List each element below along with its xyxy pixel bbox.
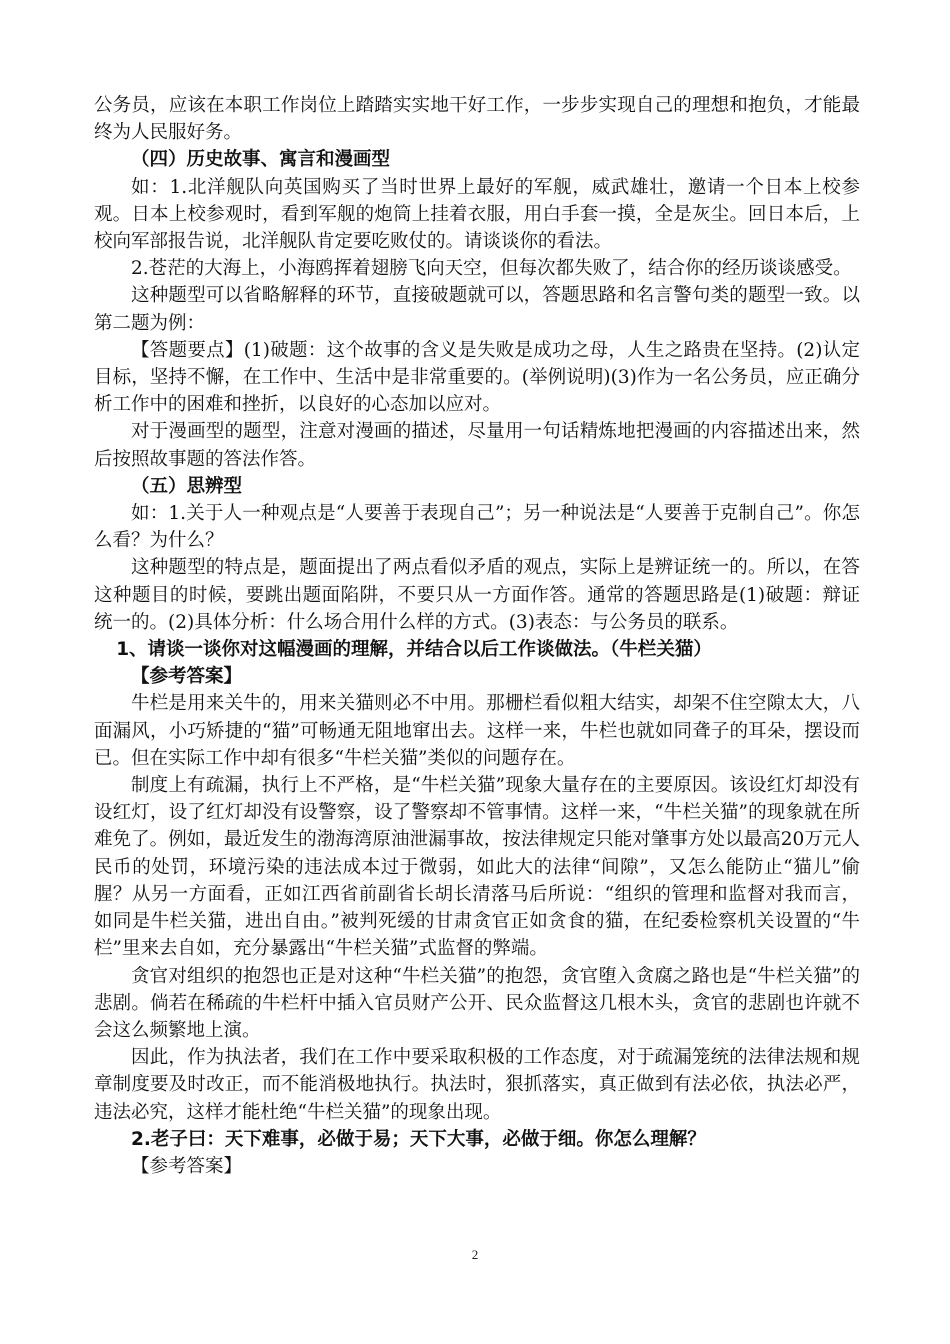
paragraph-dialectic-example: 如：1.关于人一种观点是“人要善于表现自己”；另一种说法是“人要善于克制自己”。你怎么看？为什么？ [94, 503, 860, 552]
question-heading-1: 1、请谈一谈你对这幅漫画的理解，并结合以后工作谈做法。（牛栏关猫） [116, 639, 712, 661]
paragraph-answer-points: 【答题要点】(1)破题：这个故事的含义是失败是成功之母，人生之路贵在坚持。(2)认定目标，坚持不懈，在工作中、生活中是非常重要的。(举例说明)(3)作为一名公务员，应正确分析工作中的困难和挫折，以良好的心态加以应对。 [94, 339, 860, 416]
paragraph-cartoon-tip: 对于漫画型的题型，注意对漫画的描述，尽量用一句话精炼地把漫画的内容描述出来，然后按照故事题的答法作答。 [94, 421, 860, 470]
paragraph-example-2: 2.苍茫的大海上，小海鸥挥着翅膀飞向天空，但每次都失败了，结合你的经历谈谈感受。 [131, 258, 852, 280]
page-number: 2 [471, 1247, 479, 1262]
section-heading-history-story: （四）历史故事、寓言和漫画型 [131, 149, 391, 171]
reference-answer-heading-1: 【参考答案】 [131, 666, 243, 688]
paragraph-continuation: 公务员，应该在本职工作岗位上踏踏实实地干好工作，一步步实现自己的理想和抱负，才能最终为人民服好务。 [94, 95, 860, 144]
question-heading-2: 2.老子曰：天下难事，必做于易；天下大事，必做于细。你怎么理解？ [131, 1128, 706, 1150]
paragraph-dialectic-explanation: 这种题型的特点是，题面提出了两点看似矛盾的观点，实际上是辨证统一的。所以，在答这种题目的时候，要跳出题面陷阱，不要只从一方面作答。通常的答题思路是(1)破题：辩证统一的。(2)具体分析：什么场合用什么样的方式。(3)表态：与公务员的联系。 [94, 557, 860, 633]
reference-answer-heading-2: 【参考答案】 [131, 1155, 243, 1177]
document-page [94, 92, 860, 1180]
paragraph-answer-4: 因此，作为执法者，我们在工作中要采取积极的工作态度，对于疏漏笼统的法律法规和规章制度要及时改正，而不能消极地执行。执法时，狠抓落实，真正做到有法必依，执法必严，违法必究，这样才能杜绝“牛栏关猫”的现象出现。 [94, 1047, 860, 1123]
section-heading-dialectic: （五）思辨型 [131, 475, 243, 497]
paragraph-answer-3: 贪官对组织的抱怨也正是对这种“牛栏关猫”的抱怨，贪官堕入贪腐之路也是“牛栏关猫”的悲剧。倘若在稀疏的牛栏杆中插入官员财产公开、民众监督这几根木头，贪官的悲剧也许就不会这么频繁地上演。 [94, 965, 860, 1041]
paragraph-answer-1: 牛栏是用来关牛的，用来关猫则必不中用。那栅栏看似粗大结实，却架不住空隙太大，八面漏风，小巧矫捷的“猫”可畅通无阻地窜出去。这样一来，牛栏也就如同聋子的耳朵，摆设而已。但在实际工作中却有很多“牛栏关猫”类似的问题存在。 [94, 693, 860, 769]
paragraph-example-1: 如：1.北洋舰队向英国购买了当时世界上最好的军舰，威武雄壮，邀请一个日本上校参观。日本上校参观时，看到军舰的炮筒上挂着衣服，用白手套一摸，全是灰尘。回日本后，上校向军部报告说，北洋舰队肯定要吃败仗的。请谈谈你的看法。 [94, 176, 860, 253]
paragraph-explanation: 这种题型可以省略解释的环节，直接破题就可以，答题思路和名言警句类的题型一致。以第二题为例： [94, 285, 860, 334]
paragraph-answer-2: 制度上有疏漏，执行上不严格，是“牛栏关猫”现象大量存在的主要原因。该设红灯却没有设红灯，设了红灯却没有设警察，设了警察却不管事情。这样一来，“牛栏关猫”的现象就在所难免了。例如，最近发生的渤海湾原油泄漏事故，按法律规定只能对肇事方处以最高20万元人民币的处罚，环境污染的违法成本过于微弱，如此大的法律“间隙”，又怎么能防止“猫儿”偷腥？从另一方面看，正如江西省前副省长胡长清落马后所说：“组织的管理和监督对我而言，如同是牛栏关猫，进出自由。”被判死缓的甘肃贪官正如贪食的猫，在纪委检察机关设置的“牛栏”里来去自如，充分暴露出“牛栏关猫”式监督的弊端。 [94, 775, 860, 960]
